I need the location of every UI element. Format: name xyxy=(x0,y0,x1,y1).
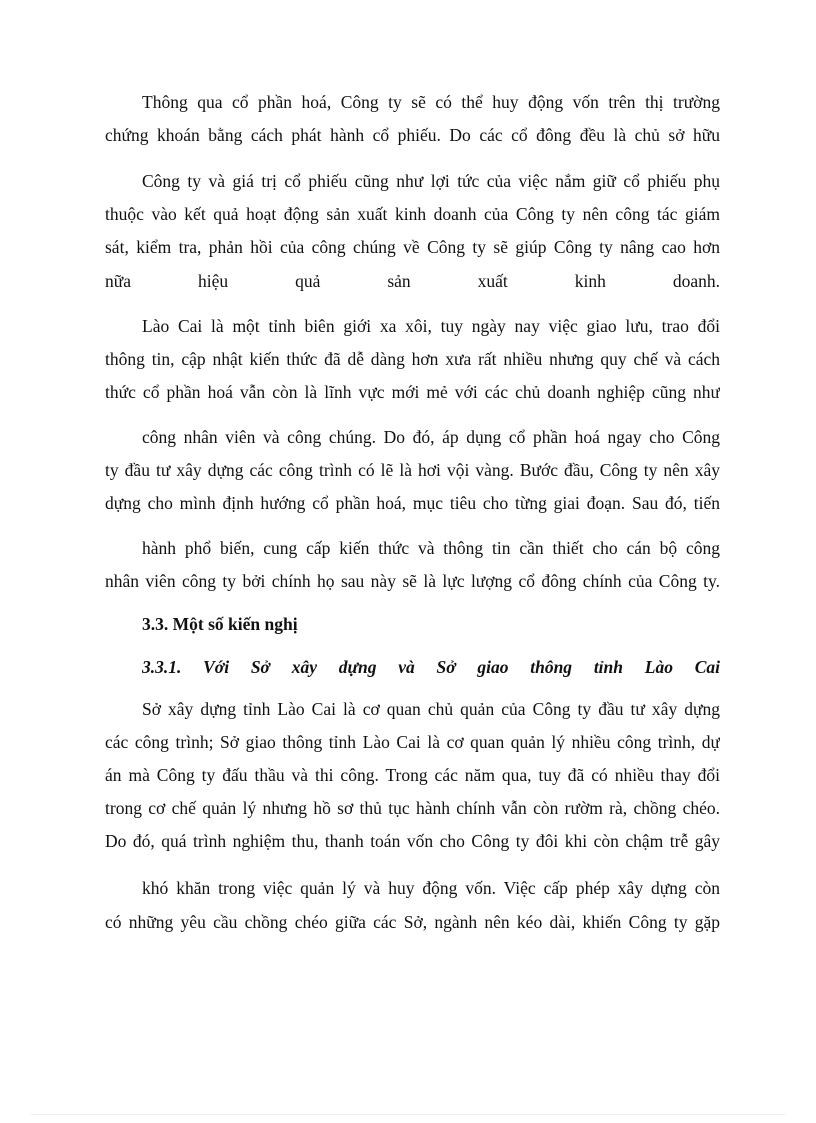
page-bottom-divider xyxy=(30,1114,786,1115)
section-heading: 3.3. Một số kiến nghị xyxy=(142,614,298,634)
paragraph-line: chứng khoán bằng cách phát hành cổ phiếu. Do các cổ đông đều là chủ sở hữu xyxy=(105,125,720,145)
paragraph-line: có những yêu cầu chồng chéo giữa các Sở, ngành nên kéo dài, khiến Công ty gặp xyxy=(105,912,720,932)
paragraph-line: nhân viên công ty bởi chính họ sau này sẽ là lực lượng cổ đông chính của Công ty. xyxy=(105,571,720,591)
paragraph-line: hành phổ biến, cung cấp kiến thức và thông tin cần thiết cho cán bộ công xyxy=(142,538,720,558)
paragraph-line: Thông qua cổ phần hoá, Công ty sẽ có thể huy động vốn trên thị trường xyxy=(142,92,720,112)
paragraph-line: thuộc vào kết quả hoạt động sản xuất kinh doanh của Công ty nên công tác giám xyxy=(105,204,720,224)
paragraph-line: Công ty và giá trị cổ phiếu cũng như lợi tức của việc nắm giữ cổ phiếu phụ xyxy=(142,171,720,191)
paragraph-line: sát, kiểm tra, phản hồi của công chúng về Công ty sẽ giúp Công ty nâng cao hơn xyxy=(105,237,720,257)
paragraph-line: các công trình; Sở giao thông tỉnh Lào Cai là cơ quan quản lý nhiều công trình, dự xyxy=(105,732,720,752)
paragraph-line: Sở xây dựng tỉnh Lào Cai là cơ quan chủ quản của Công ty đầu tư xây dựng xyxy=(142,699,720,719)
paragraph-line: thông tin, cập nhật kiến thức đã dễ dàng hơn xưa rất nhiều nhưng quy chế và cách xyxy=(105,349,720,369)
paragraph-line: Do đó, quá trình nghiệm thu, thanh toán vốn cho Công ty đôi khi còn chậm trễ gây xyxy=(105,831,720,851)
paragraph-line: công nhân viên và công chúng. Do đó, áp dụng cổ phần hoá ngay cho Công xyxy=(142,427,720,447)
paragraph-line: dựng cho mình định hướng cổ phần hoá, mục tiêu cho từng giai đoạn. Sau đó, tiến xyxy=(105,493,720,513)
paragraph-line: trong cơ chế quản lý nhưng hồ sơ thủ tục hành chính vẫn còn rườm rà, chồng chéo. xyxy=(105,798,720,818)
paragraph-line: Lào Cai là một tỉnh biên giới xa xôi, tuy ngày nay việc giao lưu, trao đổi xyxy=(142,316,720,336)
subsection-heading: 3.3.1. Với Sở xây dựng và Sở giao thông tỉnh Lào Cai xyxy=(142,657,720,677)
paragraph-line: khó khăn trong việc quản lý và huy động vốn. Việc cấp phép xây dựng còn xyxy=(142,878,720,898)
paragraph-line: án mà Công ty đấu thầu và thi công. Trong các năm qua, tuy đã có nhiều thay đổi xyxy=(105,765,720,785)
paragraph-line: thức cổ phần hoá vẫn còn là lĩnh vực mới mẻ với các chủ doanh nghiệp cũng như xyxy=(105,382,720,402)
paragraph-line: ty đầu tư xây dựng các công trình có lẽ là hơi vội vàng. Bước đầu, Công ty nên xây xyxy=(105,460,720,480)
paragraph-line: nữa hiệu quả sản xuất kinh doanh. xyxy=(105,271,720,291)
